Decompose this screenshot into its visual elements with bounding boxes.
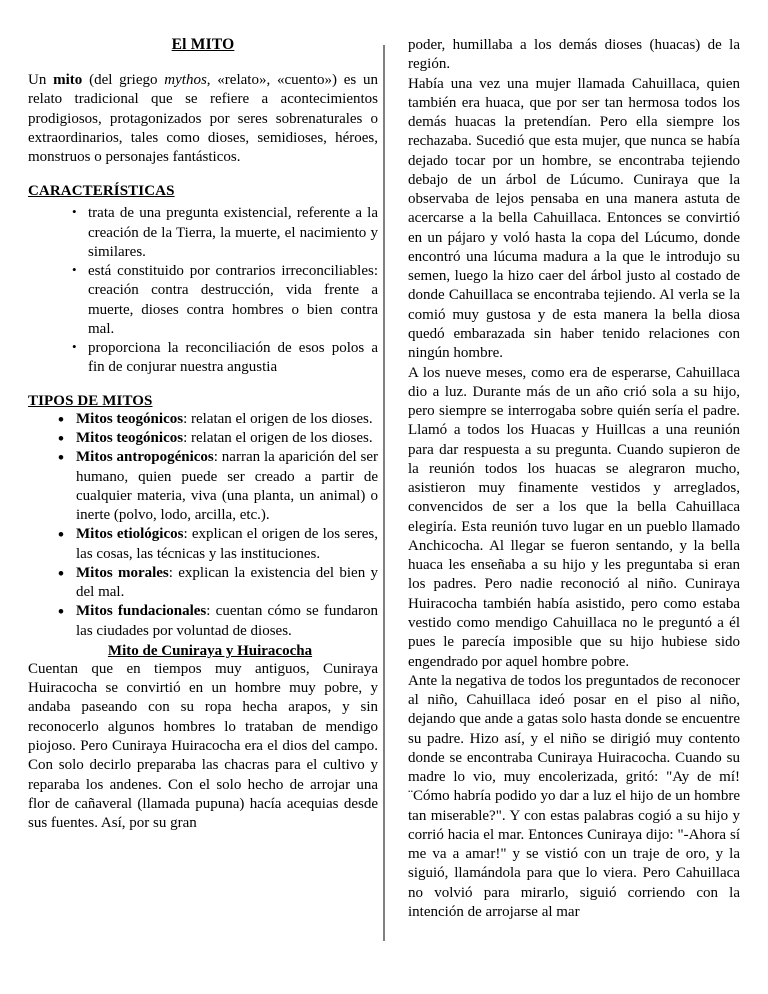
- mito-paragraph: Cuentan que en tiempos muy antiguos, Cuniraya Huiracocha se convirtió en un hombre muy pobre, y andaba paseando con su ropa hecha arapos, y sin reconocerlo algunos hombres lo trataban de mendigo piojoso. Pero Cuniraya Huiracocha era el dios del campo. Con solo decirlo preparaba las chacras para el cultivo y reparaba los andenes. Con el solo hecho de arrojar una flor de cañaveral (llamada pupuna) hacía acequias desde sus fuentes. Así, por su gran: [28, 660, 378, 832]
- left-column: [28, 36, 384, 833]
- subsection-heading-mito-cuniraya: Mito de Cuniraya y Huiracocha: [107, 642, 313, 659]
- tipos-de-mitos-list: [28, 410, 378, 641]
- section-heading-caracteristicas: CARACTERÍSTICAS: [28, 183, 175, 200]
- intro-after-bold: (del griego: [82, 72, 165, 88]
- body-paragraph: A los nueve meses, como era de esperarse, Cahuillaca dio a luz. Durante más de un año crió sola a su hijo, pero siempre se interrogaba sobre quién sería el padre. Llamó a todos los Huacas y Huillcas a una reunión para dar respuesta a su pregunta. Cuando supieron de la reunión todos los huacas se alegraron mucho, asistieron muy finamente vestidos y arreglados, convencidos de ser a los que la bella Cahuillaca elegiría. Esta reunión tuvo lugar en un pueblo llamado Anchicocha. Al llegar se fueron sentando, y la bella huaca les enseñaba a su hijo y les preguntaba si eran los padres. Pero nadie reconoció al niño. Cuniraya Huiracocha también había asistido, pero como estaba vestido como mendigo Cahuillaca no le preguntó a él pues le parecía imposible que su hijo hubiese sido engendrado por aquel hombre pobre.: [408, 364, 740, 670]
- two-column-layout: [28, 36, 740, 970]
- list-item: • proporciona la reconciliación de esos polos a fin de conjurar nuestra angustia: [28, 339, 378, 378]
- body-paragraph: poder, humillaba a los demás dioses (huacas) de la región.: [408, 37, 740, 73]
- list-item: [28, 602, 378, 641]
- list-item: [28, 448, 378, 525]
- intro-before-bold: Un: [28, 72, 54, 88]
- list-item-term: Mitos morales: [76, 564, 169, 581]
- intro-italic-term: mythos: [164, 72, 207, 88]
- list-item-term: Mitos etiológicos: [76, 526, 184, 543]
- list-item: • trata de una pregunta existencial, referente a la creación de la Tierra, la muerte, el nacimiento y similares.: [28, 204, 378, 262]
- intro-bold-term: mito: [53, 72, 83, 88]
- list-item-term: Mitos teogónicos: [76, 429, 184, 446]
- list-item-definition: : relatan el origen de los dioses.: [183, 410, 373, 427]
- section-heading-tipos-de-mitos: TIPOS DE MITOS: [28, 392, 153, 409]
- list-item: [28, 564, 378, 603]
- list-item: [28, 429, 378, 448]
- caracteristicas-list: [28, 204, 378, 377]
- list-item-term: Mitos teogónicos: [76, 410, 184, 427]
- body-paragraph: Ante la negativa de todos los preguntados de reconocer al niño, Cahuillaca ideó posar en el piso al niño, dejando que ande a gatas solo hasta donde se encuentre su padre. Hizo así, y el niño se dirigió muy contento donde se encontraba Cuniraya Huiracocha. Cuando su madre lo vio, muy encolerizada, gritó: "Ay de mí! ¨Cómo habría podido yo dar a luz el hijo de un hombre tan miserable?". Y con estas palabras cogió a su hijo y corrió hacia el mar. Entonces Cuniraya dijo: "-Ahora sí me va a amar!" y se vistió con un traje de oro, y la siguió, llamándola para que lo viera. Pero Cahuillaca no volvió para mirarlo, siguió corriendo con la intención de arrojarse al mar: [408, 672, 740, 920]
- intro-after-italic: , «relato», «cuento») es un relato tradicional que se refiere a acontecimientos prodigiosos, protagonizados por seres sobrenaturales o extraordinarios, tales como dioses, semidioses, héroes, monstruos o personajes fantásticos.: [28, 72, 379, 166]
- list-item: • está constituido por contrarios irreconciliables: creación contra destrucción, vida frente a muerte, dioses contra hombres o bien contra mal.: [28, 262, 378, 339]
- right-column: [384, 36, 740, 922]
- list-item: [28, 525, 378, 564]
- list-item-definition: : narran la aparición del ser humano, quien puede ser creado a partir de cualquier materia, viva (una planta, un animal) o inerte (polvo, lodo, arcilla, etc.).: [76, 449, 379, 524]
- list-item-term: Mitos antropogénicos: [76, 449, 214, 466]
- intro-paragraph: [28, 71, 378, 167]
- list-item-definition: : relatan el origen de los dioses.: [183, 429, 373, 446]
- list-item-term: Mitos fundacionales: [76, 603, 207, 620]
- body-paragraph: Había una vez una mujer llamada Cahuillaca, quien también era huaca, que por ser tan hermosa todos los demás huacas la pretendían. Pero ella siempre los rechazaba. Sucedió que esta mujer, que nunca se había dejado tocar por un hombre, se encontraba tejiendo debajo de un árbol de Lúcumo. Cuniraya que la observaba de lejos pensaba en una manera astuta de acercarse a la bella Cahuillaca. Entonces se convirtió en un pájaro y voló hasta la copa del Lúcumo, donde encontró una lúcuma madura a la que le introdujo su semen, luego la hizo caer del árbol justo al costado de donde Cahuillaca se encontraba tejiendo. Al verla se la comió muy gustosa y de esta manera la bella diosa quedó embarazada sin haber tenido relaciones con ningún hombre.: [408, 75, 740, 362]
- column-divider: [383, 45, 385, 941]
- list-item: [28, 410, 378, 429]
- list-item-definition: : explican la existencia del bien y del mal.: [76, 564, 378, 601]
- page-title: El MITO: [171, 36, 235, 53]
- list-item-definition: : explican el origen de los seres, las cosas, las técnicas y las instituciones.: [76, 526, 378, 562]
- list-item-definition: : cuentan cómo se fundaron las ciudades por voluntad de dioses.: [76, 603, 379, 639]
